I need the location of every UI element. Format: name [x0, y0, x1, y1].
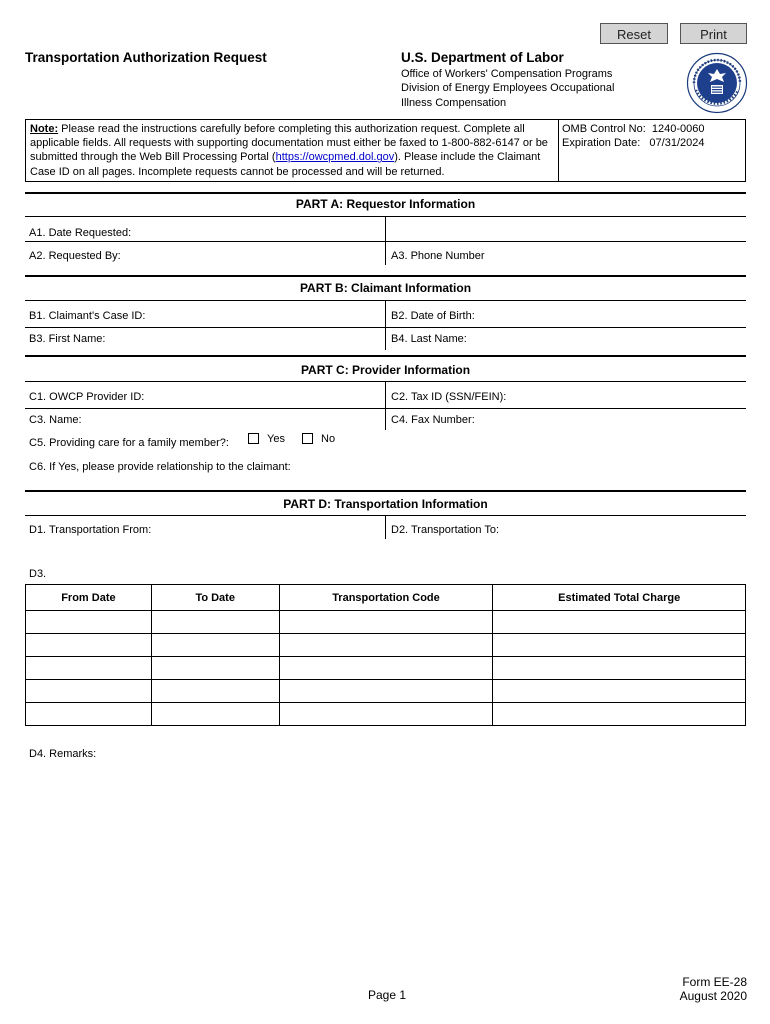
- phone-number-field[interactable]: A3. Phone Number: [391, 250, 485, 262]
- table-cell[interactable]: [279, 703, 493, 726]
- requested-by-field[interactable]: A2. Requested By:: [29, 250, 121, 262]
- table-row: [26, 680, 746, 703]
- print-button[interactable]: Print: [680, 23, 747, 44]
- office-line: Division of Energy Employees Occupational: [401, 82, 615, 95]
- table-cell[interactable]: [493, 634, 746, 657]
- column-header: Transportation Code: [279, 585, 493, 611]
- divider: [385, 515, 386, 539]
- part-c-title: PART C: Provider Information: [300, 363, 471, 377]
- table-cell[interactable]: [279, 680, 493, 703]
- table-row: [26, 634, 746, 657]
- reset-button[interactable]: Reset: [600, 23, 668, 44]
- omb-info: [562, 122, 704, 150]
- last-name-field[interactable]: B4. Last Name:: [391, 333, 467, 345]
- note-body-end: ). Please include the Claimant Case ID on all pages. Incomplete requests cannot be processed and will be returned.: [30, 151, 541, 178]
- note-body: Please read the instructions carefully before completing this authorization request. Complete all applicable fields. All requests with supporting documentation must either be faxed to 1-800-882-6147 or be submitted through the Web Bill Processing Portal (: [30, 123, 548, 164]
- portal-link[interactable]: https://owcpmed.dol.gov: [275, 151, 395, 164]
- tax-id-field[interactable]: C2. Tax ID (SSN/FEIN):: [391, 391, 507, 403]
- table-cell[interactable]: [493, 703, 746, 726]
- table-header-row: [26, 585, 746, 611]
- office-line: Office of Workers' Compensation Programs: [401, 68, 613, 80]
- table-cell[interactable]: [151, 680, 279, 703]
- table-cell[interactable]: [26, 680, 152, 703]
- date-requested-field[interactable]: A1. Date Requested:: [29, 227, 132, 239]
- yes-checkbox[interactable]: [248, 433, 259, 444]
- table-cell[interactable]: [26, 657, 152, 680]
- form-date: August 2020: [679, 989, 747, 1003]
- note-divider: [558, 120, 559, 181]
- form-title: Transportation Authorization Request: [25, 50, 267, 65]
- transportation-from-field[interactable]: D1. Transportation From:: [29, 524, 152, 536]
- part-d-title: PART D: Transportation Information: [283, 497, 488, 511]
- column-header: Estimated Total Charge: [493, 585, 746, 611]
- table-cell[interactable]: [493, 611, 746, 634]
- table-cell[interactable]: [493, 680, 746, 703]
- table-row: [26, 657, 746, 680]
- table-cell[interactable]: [151, 703, 279, 726]
- table-cell[interactable]: [151, 634, 279, 657]
- case-id-field[interactable]: B1. Claimant's Case ID:: [29, 310, 146, 322]
- expiration-date: Expiration Date: 07/31/2024: [562, 137, 705, 150]
- office-line: Illness Compensation: [401, 96, 507, 109]
- no-checkbox[interactable]: [302, 433, 313, 444]
- dol-seal-icon: [686, 52, 748, 114]
- divider: [25, 408, 746, 409]
- page-number: Page 1: [368, 988, 407, 1002]
- part-b-title: PART B: Claimant Information: [299, 281, 472, 295]
- divider: [25, 327, 746, 328]
- form-id: [680, 975, 747, 1003]
- fax-number-field[interactable]: C4. Fax Number:: [391, 414, 475, 426]
- column-header: To Date: [151, 585, 279, 611]
- divider: [385, 216, 386, 241]
- part-a-title: PART A: Requestor Information: [295, 197, 476, 211]
- divider: [25, 192, 746, 194]
- column-header: From Date: [26, 585, 152, 611]
- date-of-birth-field[interactable]: B2. Date of Birth:: [391, 310, 475, 322]
- table-cell[interactable]: [151, 611, 279, 634]
- table-cell[interactable]: [279, 634, 493, 657]
- provider-id-field[interactable]: C1. OWCP Provider ID:: [29, 391, 145, 403]
- divider: [25, 355, 746, 357]
- relationship-field[interactable]: C6. If Yes, please provide relationship to the claimant:: [29, 461, 291, 473]
- table-cell[interactable]: [151, 657, 279, 680]
- divider: [385, 241, 386, 265]
- no-label: No: [321, 433, 336, 445]
- agency-name: U.S. Department of Labor: [401, 50, 564, 65]
- note-label: Note:: [30, 123, 59, 135]
- table-cell[interactable]: [26, 703, 152, 726]
- office-name: [401, 67, 614, 110]
- transportation-table: [25, 584, 746, 726]
- divider: [25, 275, 746, 277]
- table-row: [26, 703, 746, 726]
- family-member-question: C5. Providing care for a family member?:: [29, 437, 229, 449]
- divider: [385, 381, 386, 430]
- form-number: Form EE-28: [682, 975, 747, 989]
- instructions-box: [25, 119, 746, 182]
- table-cell[interactable]: [279, 611, 493, 634]
- omb-control: OMB Control No: 1240-0060: [562, 123, 705, 135]
- provider-name-field[interactable]: C3. Name:: [29, 414, 82, 426]
- instructions-text: [30, 122, 554, 179]
- first-name-field[interactable]: B3. First Name:: [29, 333, 106, 345]
- table-cell[interactable]: [26, 634, 152, 657]
- table-cell[interactable]: [493, 657, 746, 680]
- yes-label: Yes: [267, 433, 285, 445]
- transportation-to-field[interactable]: D2. Transportation To:: [391, 524, 500, 536]
- remarks-field[interactable]: D4. Remarks:: [29, 748, 97, 760]
- divider: [385, 300, 386, 350]
- d3-label: D3.: [29, 568, 47, 580]
- divider: [25, 490, 746, 492]
- table-cell[interactable]: [279, 657, 493, 680]
- table-row: [26, 611, 746, 634]
- table-cell[interactable]: [26, 611, 152, 634]
